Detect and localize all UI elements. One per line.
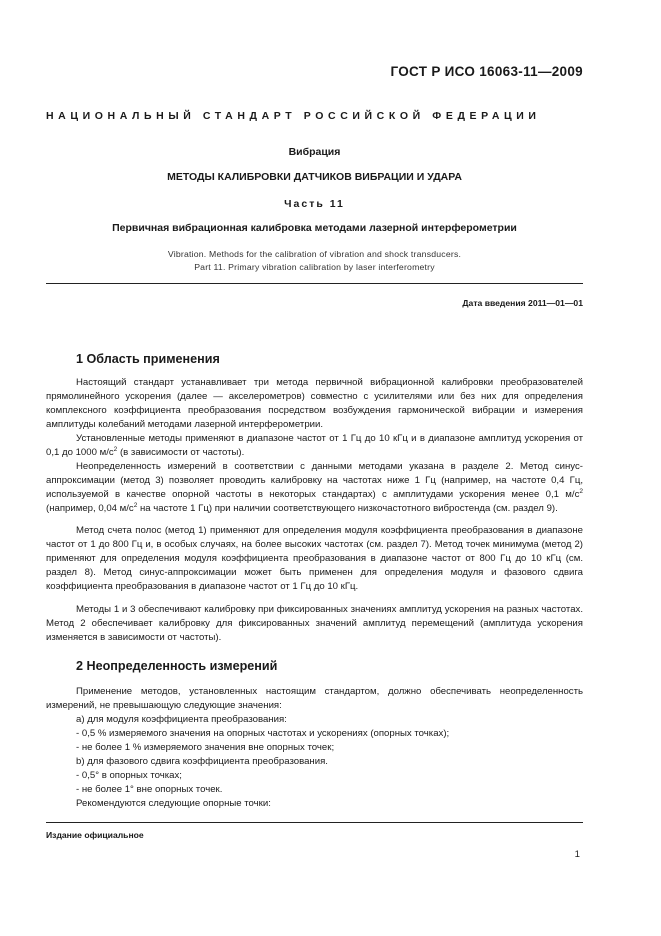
list-item: a) для модуля коэффициента преобразования: [76, 714, 287, 725]
section-2-heading: 2 Неопределенность измерений [76, 659, 278, 673]
national-standard-banner: НАЦИОНАЛЬНЫЙ СТАНДАРТ РОССИЙСКОЙ ФЕДЕРАЦИИ [46, 110, 541, 122]
footer-divider [46, 822, 583, 823]
list-item: - не более 1° вне опорных точек. [76, 784, 223, 796]
list-item: - 0,5° в опорных точках; [76, 770, 182, 782]
edition-note: Издание официальное [46, 830, 144, 840]
title-subtitle: Первичная вибрационная калибровка методами лазерной интерферометрии [112, 222, 517, 234]
title-main: МЕТОДЫ КАЛИБРОВКИ ДАТЧИКОВ ВИБРАЦИИ И УДАРА [167, 171, 462, 183]
section-1-paragraph-4: Метод счета полос (метод 1) применяют для определения модуля коэффициента преобразования в диапазоне частот от 1 до 800 Гц и, в особых случаях, на более высоких частотах (см. раздел 7). Метод точек минимума (метод 2) применяют для определения модуля коэффициента преобразования в диапазоне частот от 800 Гц до 10 кГц (см. раздел 8). Метод синус-аппроксимации может быть применен для определения модуля и фазового сдвига коэффициента преобразования в диапазоне частот от 1 Гц до 10 кГц. [46, 525, 583, 593]
list-item: b) для фазового сдвига коэффициента преобразования. [76, 756, 328, 768]
section-1-paragraph-3: Неопределенность измерений в соответствии с данными методами указана в разделе 2. Метод синус-аппроксимации (метод 3) позволяет проводить калибровку на частотах ниже 1 Гц (например, на частоте 0,4 Гц, используемой в качестве опорной частоты в некоторых стандартах) с амплитудами ускорения менее 0,1 $м/с^2$ (например, 0,04 $м/с^2$ на частоте 1 Гц) при наличии соответствующего низкочастотного вибростенда (см. раздел 9). [46, 461, 583, 515]
section-2-paragraph-1: Применение методов, установленных настоящим стандартом, должно обеспечивать неопределенность измерений, не превышающую следующие значения: [46, 686, 583, 712]
page-number: 1 [574, 849, 580, 860]
title-part: Часть 11 [284, 198, 345, 210]
list-item: - не более 1 % измеряемого значения вне опорных точек; [76, 742, 335, 754]
list-item: - 0,5 % измеряемого значения на опорных частотах и ускорениях (опорных точках); [76, 728, 450, 740]
document-code: ГОСТ Р ИСО 16063-11—2009 [390, 64, 583, 79]
title-subject: Вибрация [288, 146, 341, 158]
title-english-2: Part 11. Primary vibration calibration by laser interferometry [194, 262, 435, 272]
title-english-1: Vibration. Methods for the calibration of vibration and shock transducers. [167, 249, 462, 259]
section-2-list [76, 713, 583, 811]
section-1-paragraph-1: Настоящий стандарт устанавливает три метода первичной вибрационной калибровки преобразователей прямолинейного ускорения (далее — акселерометров) совместно с усилителями или без них для определения комплексного коэффициента преобразования посредством возбуждения гармонической вибрации и измерения амплитуды колебаний методами лазерной интерферометрии. [46, 377, 583, 431]
title-divider [46, 283, 583, 284]
section-1-paragraph-2: Установленные методы применяют в диапазоне частот от 1 Гц до 10 кГц и в диапазоне амплитуд ускорения от 0,1 до 1000 $м/с^2$ (в зависимости от частоты). [46, 433, 583, 459]
section-1-heading: 1 Область применения [76, 352, 220, 366]
list-item: Рекомендуются следующие опорные точки: [76, 798, 271, 810]
section-1-paragraph-5: Методы 1 и 3 обеспечивают калибровку при фиксированных значениях амплитуд ускорения на разных частотах. Метод 2 обеспечивает калибровку для фиксированных значений амплитуд перемещений (амплитуда ускорения изменяется в зависимости от частоты). [46, 604, 583, 644]
intro-date: Дата введения 2011—01—01 [462, 298, 583, 308]
